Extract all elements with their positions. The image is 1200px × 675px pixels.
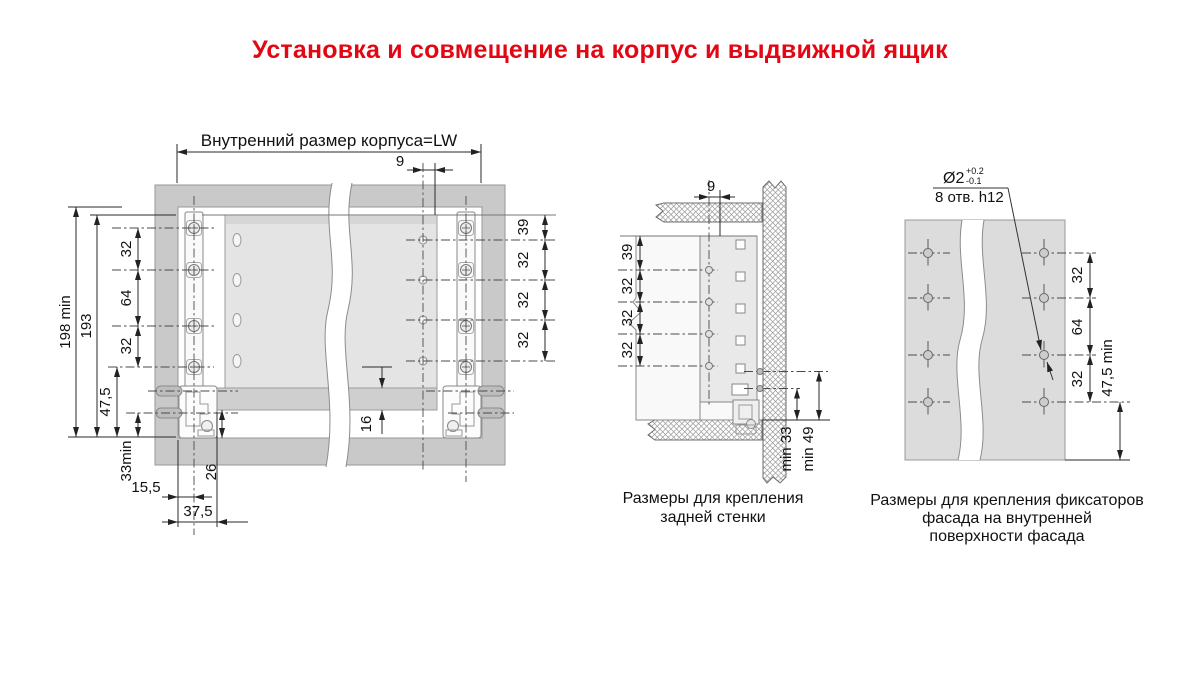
right-caption-line1: Размеры для крепления фиксаторов [870,492,1144,509]
dim-label-15-5: 15,5 [131,479,161,496]
dim-label-9: 9 [706,178,716,195]
dim-label-32: 32 [619,277,636,295]
right-caption-line3: поверхности фасада [929,528,1085,545]
dim-label-39: 39 [515,218,532,236]
left-slide-lock [179,386,217,438]
hole-count-label: 8 отв. h12 [935,189,1004,206]
dim-label-32: 32 [515,331,532,349]
right-dimension-chain [515,215,545,361]
dim-label-32: 32 [619,341,636,359]
dim-label-64: 64 [1069,318,1086,336]
dim-label-37-5: 37,5 [183,503,213,520]
dim-label-16: 16 [358,415,375,433]
dim-label-64: 64 [118,289,135,307]
fixing-holes [757,369,763,392]
dim-label-33min: 33min [118,440,135,482]
middle-caption-line1: Размеры для крепления [622,490,804,507]
facade-hole-layout-view [870,166,1143,545]
dim-label-inner-width: Внутренний размер корпуса=LW [200,131,458,150]
dim-label-min49: min 49 [800,426,817,472]
dim-label-47-5-min: 47,5 min [1099,339,1116,397]
dim-label-32: 32 [515,251,532,269]
hole-tolerance-lower: -0.1 [966,176,982,186]
break-line-band [957,220,987,460]
right-caption-line2: фасада на внутренней [922,510,1092,527]
dim-label-32: 32 [515,291,532,309]
dim-label-9: 9 [395,153,405,170]
cabinet-front-view [57,131,556,535]
dim-label-32: 32 [1069,370,1086,388]
page-title: Установка и совмещение на корпус и выдвижной ящик [252,36,948,64]
right-slide-lock [443,386,481,438]
dim-label-193: 193 [78,313,95,339]
dim-label-198min: 198 min [57,295,74,349]
right-dimension-chain [1065,253,1130,460]
dim-label-47-5: 47,5 [97,387,114,417]
dim-label-32: 32 [1069,266,1086,284]
dim-label-min33: min 33 [778,426,795,472]
back-wall-section-view [618,178,830,526]
dim-label-32: 32 [619,309,636,327]
dim-label-32: 32 [118,337,135,355]
drawer-bottom-panel-edge [217,388,437,410]
dim-label-26: 26 [203,463,220,481]
dim-label-32: 32 [118,240,135,258]
dim-label-39: 39 [619,243,636,261]
hole-tolerance-upper: +0.2 [966,166,984,176]
middle-caption-line2: задней стенки [660,509,766,526]
hole-diameter-label: Ø2 [943,170,965,187]
